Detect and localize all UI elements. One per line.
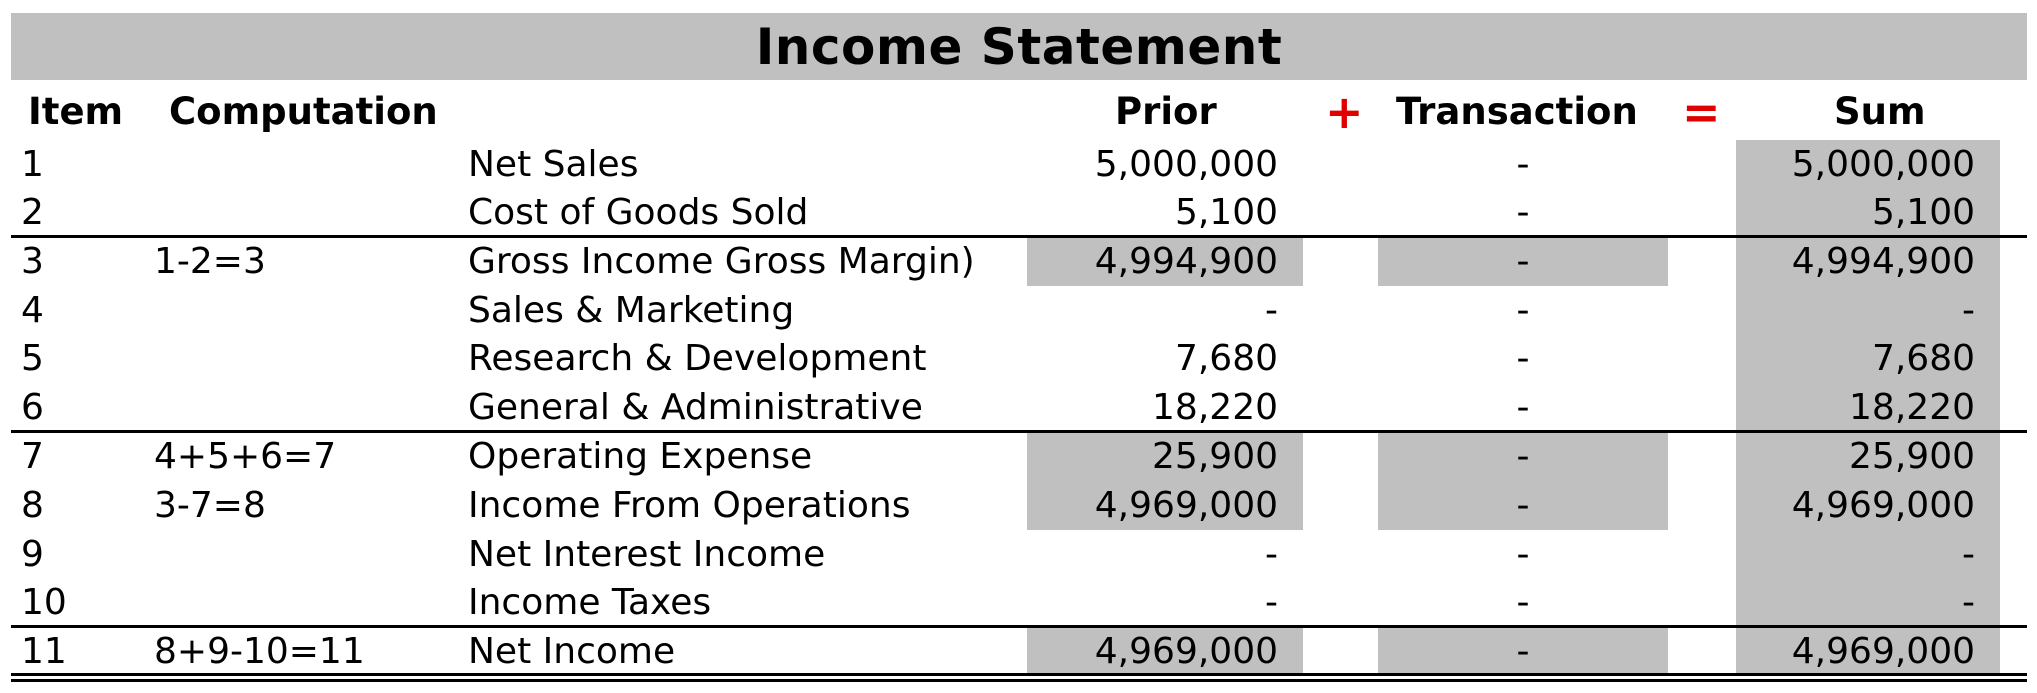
total-double-rule-top [11, 673, 2027, 676]
header-computation: Computation [169, 90, 438, 133]
line-item-label: Net Income [468, 631, 676, 672]
item-number: 7 [21, 436, 44, 477]
prior-value: 5,100 [1174, 192, 1278, 233]
transaction-value: - [1378, 627, 1668, 676]
transaction-value: - [1516, 534, 1530, 575]
item-number: 5 [21, 338, 44, 379]
transaction-value: - [1516, 144, 1530, 185]
sum-value: 5,000,000 [1736, 140, 2000, 189]
transaction-value: - [1378, 237, 1668, 286]
item-number: 6 [21, 387, 44, 428]
prior-value: 25,900 [1027, 432, 1303, 481]
line-item-label: Sales & Marketing [468, 290, 795, 331]
item-number: 4 [21, 290, 44, 331]
sum-value: 7,680 [1736, 334, 2000, 383]
header-item: Item [28, 90, 124, 133]
total-double-rule-bottom [11, 679, 2027, 682]
table-row [11, 140, 2027, 189]
sum-value: 4,969,000 [1736, 627, 2000, 676]
equals-operator: = [1682, 85, 1721, 139]
sum-value: - [1736, 578, 2000, 627]
prior-value: - [1265, 582, 1278, 623]
line-item-label: Net Sales [468, 144, 639, 185]
table-row [11, 578, 2027, 627]
table-row [11, 188, 2027, 237]
transaction-value: - [1516, 387, 1530, 428]
table-row [11, 334, 2027, 383]
computation: 8+9-10=11 [154, 631, 365, 672]
table-row [11, 627, 2027, 676]
line-item-label: Cost of Goods Sold [468, 192, 809, 233]
prior-value: - [1265, 534, 1278, 575]
subtotal-rule [11, 235, 2027, 238]
prior-value: 18,220 [1152, 387, 1278, 428]
table-row [11, 530, 2027, 579]
transaction-value: - [1516, 192, 1530, 233]
transaction-value: - [1378, 432, 1668, 481]
sum-value: 4,994,900 [1736, 237, 2000, 286]
item-number: 1 [21, 144, 44, 185]
header-prior: Prior [1115, 90, 1217, 133]
item-number: 8 [21, 485, 44, 526]
item-number: 2 [21, 192, 44, 233]
computation: 1-2=3 [154, 241, 266, 282]
table-row [11, 383, 2027, 432]
item-number: 11 [21, 631, 67, 672]
subtotal-rule [11, 430, 2027, 433]
sum-value: - [1736, 530, 2000, 579]
transaction-value: - [1516, 290, 1530, 331]
line-item-label: Income From Operations [468, 485, 911, 526]
table-row [11, 481, 2027, 530]
header-sum: Sum [1834, 90, 1926, 133]
item-number: 9 [21, 534, 44, 575]
table-row [11, 286, 2027, 335]
prior-value: - [1265, 290, 1278, 331]
transaction-value: - [1516, 338, 1530, 379]
transaction-value: - [1516, 582, 1530, 623]
sum-value: 25,900 [1736, 432, 2000, 481]
prior-value: 4,969,000 [1027, 627, 1303, 676]
prior-value: 4,969,000 [1027, 481, 1303, 530]
title-bar [11, 13, 2027, 80]
item-number: 10 [21, 582, 67, 623]
table-row [11, 432, 2027, 481]
transaction-value: - [1378, 481, 1668, 530]
line-item-label: Income Taxes [468, 582, 712, 623]
line-item-label: Gross Income Gross Margin) [468, 241, 975, 282]
sum-value: - [1736, 286, 2000, 335]
item-number: 3 [21, 241, 44, 282]
prior-value: 4,994,900 [1027, 237, 1303, 286]
computation: 4+5+6=7 [154, 436, 337, 477]
plus-operator: + [1325, 85, 1364, 139]
line-item-label: Operating Expense [468, 436, 813, 477]
subtotal-rule [11, 625, 2027, 628]
line-item-label: Net Interest Income [468, 534, 826, 575]
header-transaction: Transaction [1396, 90, 1638, 133]
sum-value: 4,969,000 [1736, 481, 2000, 530]
line-item-label: Research & Development [468, 338, 927, 379]
sum-value: 5,100 [1736, 188, 2000, 237]
prior-value: 5,000,000 [1094, 144, 1278, 185]
line-item-label: General & Administrative [468, 387, 923, 428]
prior-value: 7,680 [1174, 338, 1278, 379]
page-title: Income Statement [755, 17, 1283, 76]
table-row [11, 237, 2027, 286]
sum-value: 18,220 [1736, 383, 2000, 432]
computation: 3-7=8 [154, 485, 266, 526]
